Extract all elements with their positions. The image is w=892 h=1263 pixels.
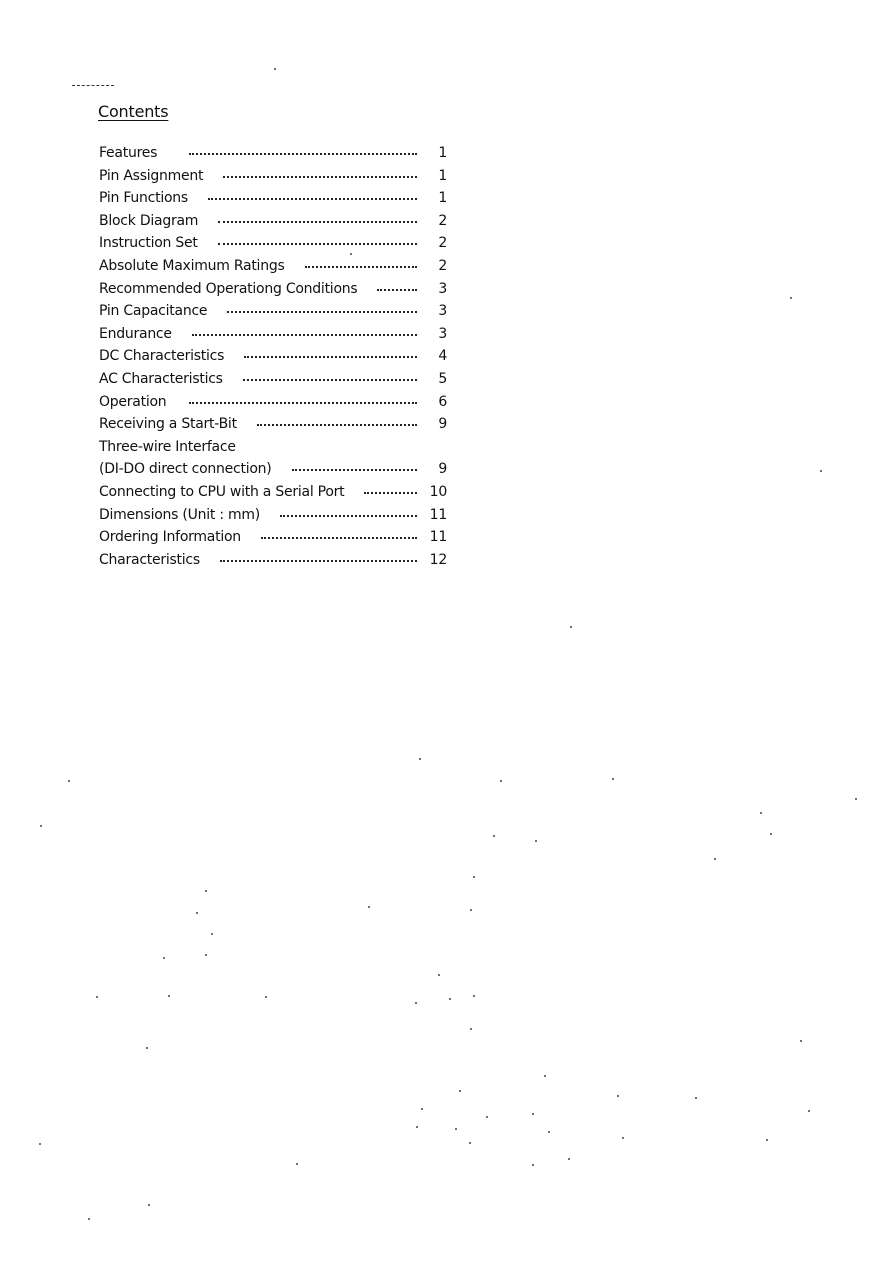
toc-dot-leader [305,266,417,268]
toc-entry-page: 9 [438,416,447,433]
toc-entry-title: Pin Assignment [99,167,204,184]
toc-entry [99,345,447,368]
toc-entry-page: 4 [438,348,447,365]
scan-speck [570,626,572,628]
toc-dot-leader [280,515,417,517]
toc-entry-page: 3 [438,303,447,320]
toc-entry-page: 3 [438,325,447,342]
toc-entry-title: Instruction Set [99,235,198,252]
toc-entry [99,300,447,323]
scan-speck [68,780,70,782]
toc-dot-leader [261,537,417,539]
toc-entry-title: Dimensions (Unit : mm) [99,506,260,523]
scan-speck [532,1113,534,1115]
toc-dot-leader [208,198,417,200]
toc-entry [99,413,447,436]
toc-dot-leader [220,560,417,562]
toc-entry-title: Recommended Operationg Conditions [99,280,358,297]
toc-entry [99,481,447,504]
toc-dot-leader [364,492,417,494]
toc-entry [99,458,447,481]
toc-entry-page: 10 [429,483,447,500]
scan-speck [274,68,276,70]
scan-speck [205,890,207,892]
toc-entry-page: 12 [429,551,447,568]
toc-entry-page: 2 [438,257,447,274]
toc-entry [99,187,447,210]
scan-speck [168,995,170,997]
toc-entry [99,391,447,414]
scan-speck [695,1097,697,1099]
toc-entry [99,142,447,165]
scan-speck [438,974,440,976]
scan-speck [469,1142,471,1144]
scan-speck [568,1158,570,1160]
toc-dot-leader [189,402,417,404]
scan-speck [421,1108,423,1110]
toc-dot-leader [377,289,417,291]
scan-speck [493,835,495,837]
contents-heading: Contents [98,102,169,121]
scan-speck [820,470,822,472]
scan-speck [211,933,213,935]
scan-speck [40,825,42,827]
scan-speck [368,906,370,908]
toc-entry [99,323,447,346]
scan-speck [416,1126,418,1128]
toc-entry-title: Ordering Information [99,529,241,546]
toc-entry-page: 5 [438,370,447,387]
toc-entry-title: AC Characteristics [99,370,223,387]
scan-speck [265,996,267,998]
toc-entry [99,255,447,278]
scan-speck [612,778,614,780]
scan-speck [532,1164,534,1166]
table-of-contents [99,142,447,571]
scan-speck [808,1110,810,1112]
toc-entry-title: DC Characteristics [99,348,225,365]
toc-entry-title: Characteristics [99,551,200,568]
scan-speck [470,1028,472,1030]
scan-speck [96,996,98,998]
toc-entry-title: Block Diagram [99,212,199,229]
toc-dot-leader [223,176,417,178]
scan-speck [800,1040,802,1042]
scan-speck [500,780,502,782]
toc-entry-title: Pin Capacitance [99,303,208,320]
scan-speck [760,812,762,814]
scan-speck [470,909,472,911]
toc-entry-page: 2 [438,212,447,229]
scan-speck [617,1095,619,1097]
scan-speck [714,858,716,860]
toc-entry-page: 1 [438,167,447,184]
toc-entry-page: 9 [438,461,447,478]
scan-speck [350,253,352,255]
toc-dot-leader [192,334,417,336]
scan-speck [415,1002,417,1004]
scan-speck [196,912,198,914]
toc-dot-leader [189,153,417,155]
scan-speck [459,1090,461,1092]
toc-entry [99,504,447,527]
toc-dot-leader [218,221,417,223]
toc-dot-leader [243,379,417,381]
scan-speck [455,1128,457,1130]
toc-entry-title: Connecting to CPU with a Serial Port [99,483,345,500]
toc-entry [99,549,447,572]
toc-dot-leader [218,243,417,245]
toc-entry-page: 1 [438,145,447,161]
toc-dot-leader [244,356,417,358]
toc-entry-page: 6 [438,393,447,410]
scan-speck [548,1131,550,1133]
toc-entry [99,278,447,301]
scan-speck [766,1139,768,1141]
toc-entry-page: 3 [438,280,447,297]
toc-entry-title: Operation [99,393,167,410]
scan-mark [72,85,114,86]
scan-speck [473,995,475,997]
toc-dot-leader [292,469,418,471]
toc-entry-title: Endurance [99,325,172,342]
scan-speck [88,1218,90,1220]
scan-speck [163,957,165,959]
scan-speck [205,954,207,956]
scan-speck [770,833,772,835]
scan-speck [535,840,537,842]
toc-entry [99,436,447,459]
toc-entry-page: 1 [438,190,447,207]
scan-speck [419,758,421,760]
toc-entry [99,210,447,233]
scan-speck [622,1137,624,1139]
scan-speck [486,1116,488,1118]
scan-speck [146,1047,148,1049]
toc-entry-title: Absolute Maximum Ratings [99,257,285,274]
scan-speck [790,297,792,299]
toc-entry-page: 2 [438,235,447,252]
toc-entry-page: 11 [429,506,447,523]
toc-entry-title: Receiving a Start-Bit [99,416,237,433]
toc-entry [99,165,447,188]
toc-entry [99,526,447,549]
scan-speck [544,1075,546,1077]
toc-entry [99,368,447,391]
toc-entry-title: Features [99,145,158,161]
toc-entry-title: Three-wire Interface [99,438,236,455]
scan-speck [296,1163,298,1165]
toc-dot-leader [227,311,417,313]
scan-speck [855,798,857,800]
scan-speck [473,876,475,878]
toc-entry [99,232,447,255]
scan-speck [449,998,451,1000]
toc-entry-title: (DI-DO direct connection) [99,461,272,478]
toc-entry-title: Pin Functions [99,190,188,207]
toc-entry-page: 11 [429,529,447,546]
scan-speck [148,1204,150,1206]
toc-dot-leader [257,424,417,426]
scan-speck [39,1143,41,1145]
